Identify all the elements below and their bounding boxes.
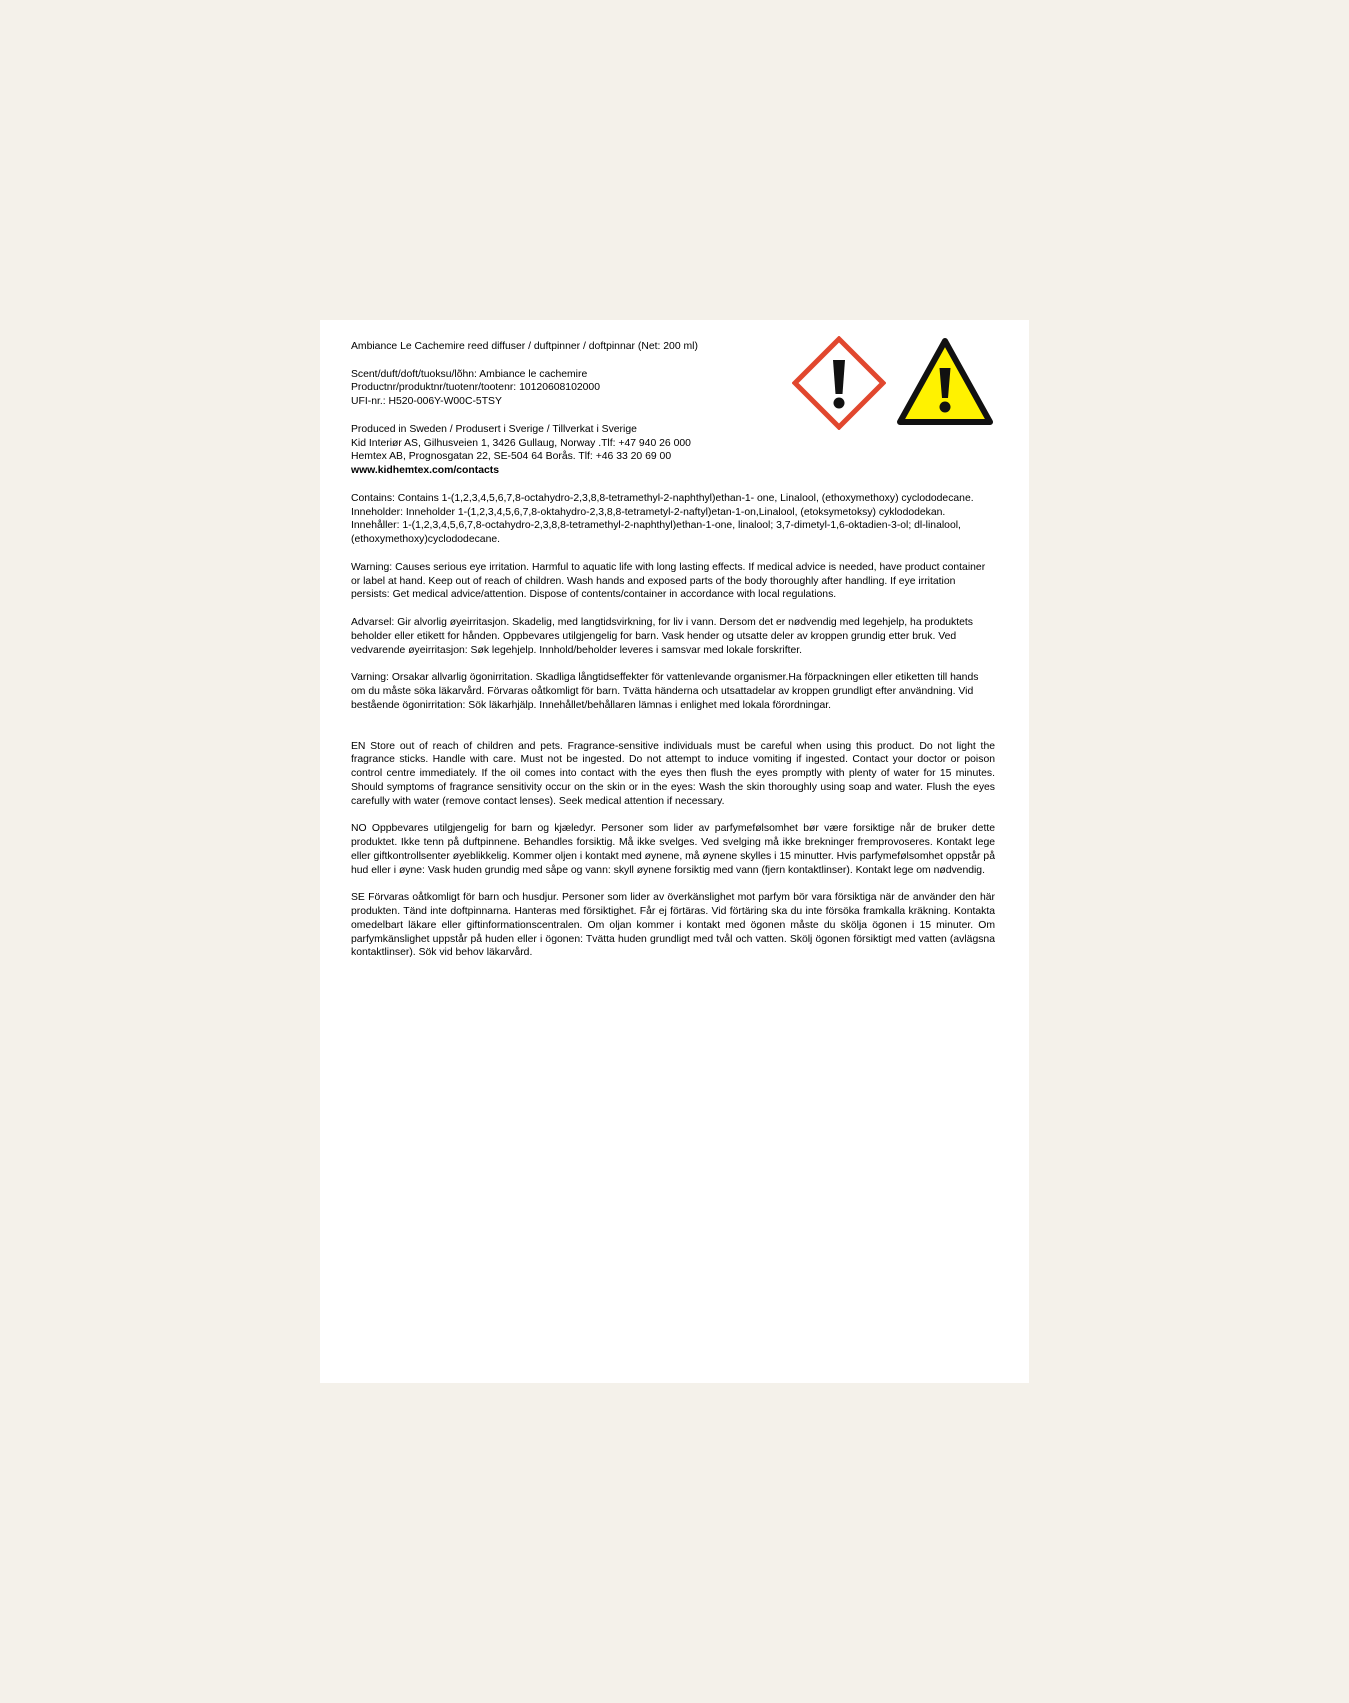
contains-sv: Innehåller: 1-(1,2,3,4,5,6,7,8-octahydro-2,3,8,8-tetramethyl-2-naphthyl)ethan-1-one, linalool; 3,7-dimetyl-1,6-oktadien-3-ol; dl-linalool, (ethoxymethoxy)cyclododecane. — [351, 520, 961, 546]
ufi-number: UFI-nr.: H520-006Y-W00C-5TSY — [351, 396, 502, 408]
website-link: www.kidhemtex.com/contacts — [351, 465, 500, 477]
hemtex-address: Hemtex AB, Prognosgatan 22, SE-504 64 Borås. Tlf: +46 33 20 69 00 — [351, 451, 672, 463]
label-text — [351, 340, 995, 960]
advarsel-no: Advarsel: Gir alvorlig øyeirritasjon. Skadelig, med langtidsvirkning, for liv i vann. Dersom det er nødvendig med legehjelp, ha produktets beholder eller etikett for hånden. Oppbevares utilgjengelig for barn. Vask hender og utsatte deler av kroppen grundig etter bruk. Ved vedvarende øyeirritasjon: Søk legehjelp. Innhold/beholder leveres i samsvar med lokale forskrifter. — [351, 616, 973, 656]
produced-in: Produced in Sweden / Produsert i Sverige / Tillverkat i Sverige — [351, 423, 637, 435]
safety-en: EN Store out of reach of children and pets. Fragrance-sensitive individuals must be careful when using this product. Do not light the fragrance sticks. Handle with care. Must not be ingested. Do not attempt to induce vomiting if ingested. Contact your doctor or poison control centre immediately. If the oil comes into contact with the eyes then flush the eyes promptly with plenty of water for 15 minutes. Should symptoms of fragrance sensitivity occur on the skin or in the eyes: Wash the skin thoroughly using soap and water. Flush the eyes carefully with water (remove contact lenses). Seek medical attention if necessary. — [351, 740, 995, 807]
contains-en: Contains: Contains 1-(1,2,3,4,5,6,7,8-octahydro-2,3,8,8-tetramethyl-2-naphthyl)ethan-1- one, Linalool, (ethoxymethoxy) cyclododecane. — [351, 492, 974, 504]
label-sheet — [320, 320, 1029, 1383]
product-number: Productnr/produktnr/tuotenr/tootenr: 10120608102000 — [351, 382, 600, 394]
kid-address: Kid Interiør AS, Gilhusveien 1, 3426 Gullaug, Norway .Tlf: +47 940 26 000 — [351, 437, 691, 449]
safety-se: SE Förvaras oåtkomligt för barn och husdjur. Personer som lider av överkänslighet mot parfym bör vara försiktiga när de använder den här produkten. Tänd inte doftpinnarna. Hanteras med försiktighet. Får ej förtäras. Vid förtäring ska du inte försöka framkalla kräkning. Kontakta omedelbart läkare eller giftinformationscentralen. Om oljan kommer i kontakt med ögonen måste du skölja ögonen i 15 minuter. Om parfymkänslighet uppstår på huden eller i ögonen: Tvätta huden grundligt med tvål och vatten. Skölj ögonen försiktigt med vatten (avlägsna kontaktlinser). Sök vid behov läkarvård. — [351, 892, 995, 959]
safety-no: NO Oppbevares utilgjengelig for barn og kjæledyr. Personer som lider av parfymefølsomhet bør være forsiktige når de bruker dette produktet. Ikke tenn på duftpinnene. Behandles forsiktig. Må ikke svelges. Ved svelging må ikke brekninger fremprovoseres. Kontakt lege eller giftkontrollsenter øyeblikkelig. Kommer oljen i kontakt med øynene, må øynene skylles i 15 minutter. Hvis parfymefølsomhet oppstår på hud eller i øyne: Vask huden grundig med såpe og vann: skyll øynene forsiktig med vann (fjern kontaktlinser). Kontakt lege om nødvendig. — [351, 823, 995, 876]
warning-en: Warning: Causes serious eye irritation. Harmful to aquatic life with long lasting effects. If medical advice is needed, have product container or label at hand. Keep out of reach of children. Wash hands and exposed parts of the body thoroughly after handling. If eye irritation persists: Get medical advice/attention. Dispose of contents/container in accordance with local regulations. — [351, 561, 986, 601]
scent-line: Scent/duft/doft/tuoksu/lõhn: Ambiance le cachemire — [351, 368, 588, 380]
contains-no: Inneholder: Inneholder 1-(1,2,3,4,5,6,7,8-oktahydro-2,3,8,8-tetrametyl-2-naftyl)etan-1-on,Linalool, (etoksymetoksy) cyklododekan. — [351, 506, 946, 518]
product-title: Ambiance Le Cachemire reed diffuser / duftpinner / doftpinnar (Net: 200 ml) — [351, 341, 698, 352]
varning-sv: Varning: Orsakar allvarlig ögonirritation. Skadliga långtidseffekter för vattenlevande organismer.Ha förpackningen eller etiketten till hands om du måste söka läkarvård. Förvaras oåtkomligt för barn. Tvätta händerna och utsattadelar av kroppen grundligt efter användning. Vid bestående ögonirritation: Sök läkarhjälp. Innehållet/behållaren lämnas i enlighet med lokala förordningar. — [351, 672, 979, 711]
